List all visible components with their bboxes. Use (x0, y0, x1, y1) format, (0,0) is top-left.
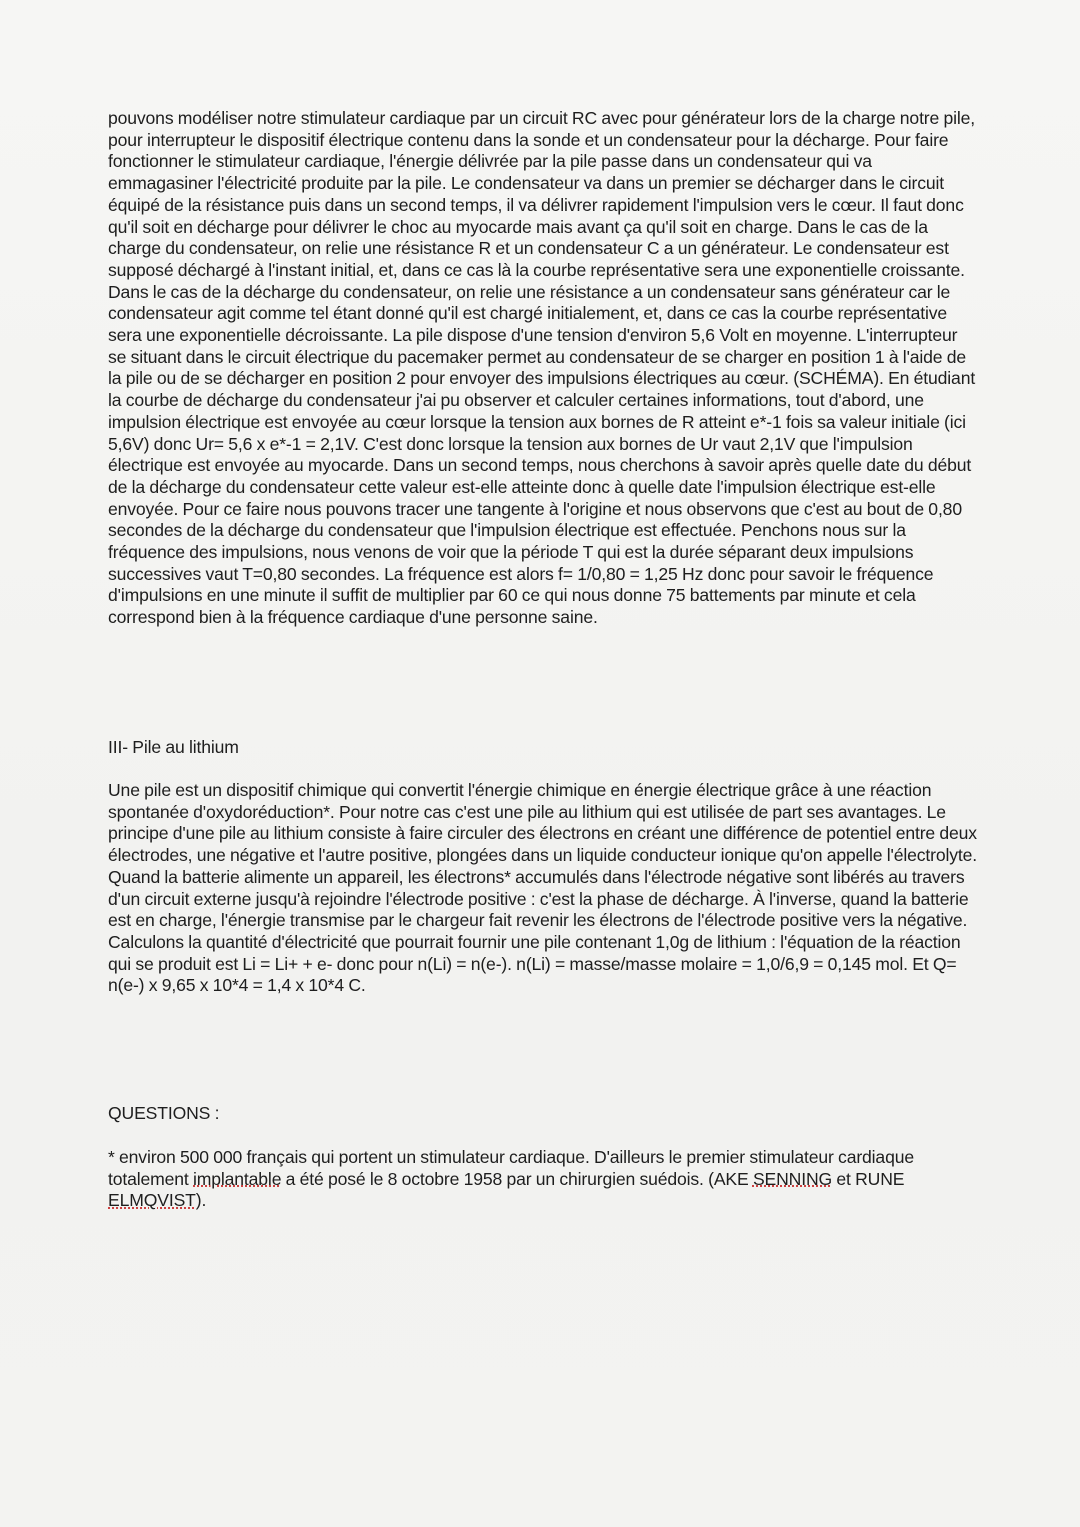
footnote-text-1: * environ 500 000 français qui portent un stimulateur cardiaque. D'ailleurs le premier stimulateur cardiaque totalement (108, 1147, 914, 1189)
footnote-word-implantable: implantable (193, 1168, 282, 1189)
paragraph-pile-lithium: Une pile est un dispositif chimique qui convertit l'énergie chimique en énergie électrique grâce à une réaction spontanée d'oxydoréduction*. Pour notre cas c'est une pile au lithium qui est utilisée de part ses avantages. Le principe d'une pile au lithium consiste à faire circuler des électrons en créant une différence de potentiel entre deux électrodes, une négative et l'autre positive, plongées dans un liquide conducteur ionique qu'on appelle l'électrolyte. Quand la batterie alimente un appareil, les électrons* accumulés dans l'électrode négative sont libérés au travers d'un circuit externe jusqu'à rejoindre l'électrode positive : c'est la phase de décharge. À l'inverse, quand la batterie est en charge, l'énergie transmise par le chargeur fait revenir les électrons de l'électrode positive vers la négative. Calculons la quantité d'électricité que pourrait fournir une pile contenant 1,0g de lithium : l'équation de la réaction qui se produit est Li = Li+ + e- donc pour n(Li) = n(e-). n(Li) = masse/masse molaire = 1,0/6,9 = 0,145 mol. Et Q= n(e-) x 9,65 x 10*4 = 1,4 x 10*4 C. (108, 780, 978, 996)
footnote (108, 1147, 978, 1212)
footnote-text-4: ). (195, 1190, 207, 1211)
questions-label: QUESTIONS : (108, 1103, 220, 1123)
footnote-name-elmqvist: ELMQVIST (108, 1190, 196, 1211)
paragraph-rc-circuit: pouvons modéliser notre stimulateur cardiaque par un circuit RC avec pour générateur lors de la charge notre pile, pour interrupteur le dispositif électrique contenu dans la sonde et un condensateur pour la décharge. Pour faire fonctionner le stimulateur cardiaque, l'énergie délivrée par la pile passe dans un condensateur qui va emmagasiner l'électricité produite par la pile. Le condensateur va dans un premier se décharger dans le circuit équipé de la résistance puis dans un second temps, il va délivrer rapidement l'impulsion vers le cœur. Il faut donc qu'il soit en décharge pour délivrer le choc au myocarde mais avant ça qu'il soit en charge. Dans le cas de la charge du condensateur, on relie une résistance R et un condensateur C a un générateur. Le condensateur est supposé déchargé à l'instant initial, et, dans ce cas là la courbe représentative sera une exponentielle croissante. Dans le cas de la décharge du condensateur, on relie une résistance a un condensateur sans générateur car le condensateur agit comme tel étant donné qu'il est chargé initialement, et, dans ce cas la courbe représentative sera une exponentielle décroissante. La pile dispose d'une tension d'environ 5,6 Volt en moyenne. L'interrupteur se situant dans le circuit électrique du pacemaker permet au condensateur de se charger en position 1 à l'aide de la pile ou de se décharger en position 2 pour envoyer des impulsions électriques au cœur. (SCHÉMA). En étudiant la courbe de décharge du condensateur j'ai pu observer et calculer certaines informations, tout d'abord, une impulsion électrique est envoyée au cœur lorsque la tension aux bornes de R atteint e*-1 fois sa valeur initiale (ici 5,6V) donc Ur= 5,6 x e*-1 = 2,1V. C'est donc lorsque la tension aux bornes de Ur vaut 2,1V que l'impulsion électrique est envoyée au myocarde. Dans un second temps, nous cherchons à savoir après quelle date du début de la décharge du condensateur cette valeur est-elle atteinte donc à quelle date l'impulsion électrique est-elle envoyée. Pour ce faire nous pouvons tracer une tangente à l'origine et nous observons que c'est au bout de 0,80 secondes de la décharge du condensateur que l'impulsion électrique est effectuée. Penchons nous sur la fréquence des impulsions, nous venons de voir que la période T qui est la durée séparant deux impulsions successives vaut T=0,80 secondes. La fréquence est alors f= 1/0,80 = 1,25 Hz donc pour savoir le fréquence d'impulsions en une minute il suffit de multiplier par 60 ce qui nous donne 75 battements par minute et cela correspond bien à la fréquence cardiaque d'une personne saine. (108, 108, 976, 628)
footnote-name-senning: SENNING (752, 1168, 833, 1189)
section-heading-pile-lithium: III- Pile au lithium (108, 737, 239, 757)
footnote-text-3: et RUNE (832, 1168, 905, 1189)
footnote-text-2: a été posé le 8 octobre 1958 par un chirurgien suédois. (AKE (281, 1168, 753, 1189)
